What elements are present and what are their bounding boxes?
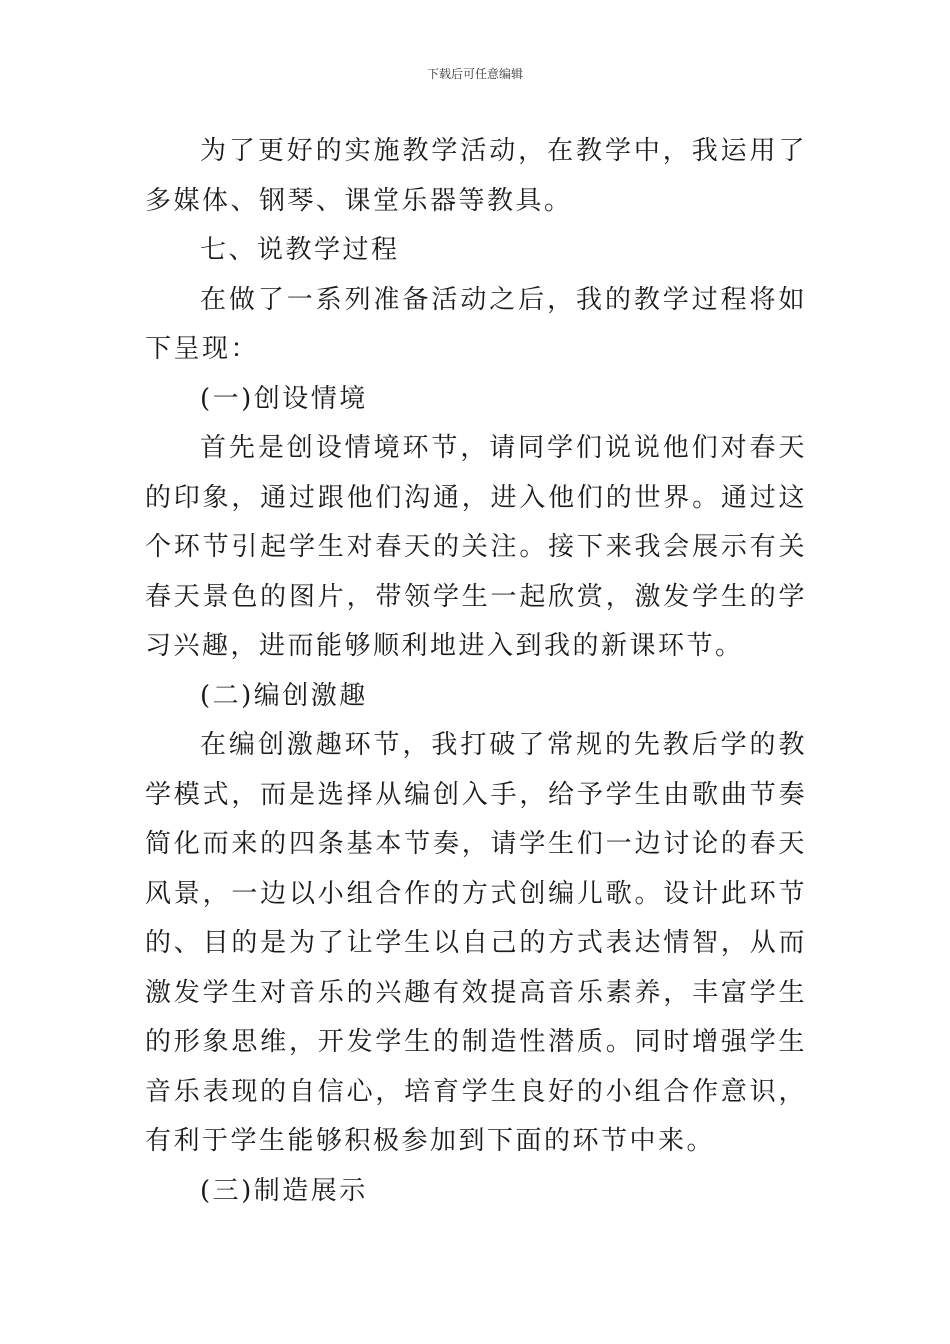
document-body	[145, 127, 807, 1216]
paragraph-create-situation: 首先是创设情境环节，请同学们说说他们对春天的印象，通过跟他们沟通，进入他们的世界。通过这个环节引起学生对春天的关注。接下来我会展示有关春天景色的图片，带领学生一起欣赏，激发学生的学习兴趣，进而能够顺利地进入到我的新课环节。	[145, 433, 807, 661]
section-heading-teaching-process: 七、说教学过程	[200, 235, 400, 265]
subsection-heading-create-situation: (一)创设情境	[200, 383, 368, 414]
paragraph-creative-interest: 在编创激趣环节，我打破了常规的先教后学的教学模式，而是选择从编创入手，给予学生由歌曲节奏简化而来的四条基本节奏，请学生们一边讨论的春天风景，一边以小组合作的方式创编儿歌。设计此环节的、目的是为了让学生以自己的方式表达情智，从而激发学生对音乐的兴趣有效提高音乐素养，丰富学生的形象思维，开发学生的制造性潜质。同时增强学生音乐表现的自信心，培育学生良好的小组合作意识，有利于学生能够积极参加到下面的环节中来。	[145, 730, 807, 1156]
paragraph-process-intro: 在做了一系列准备活动之后，我的教学过程将如下呈现：	[145, 284, 807, 364]
subsection-heading-creation-display: (三)制造展示	[200, 1175, 368, 1206]
page-header: 下载后可任意编辑	[426, 67, 523, 81]
paragraph-teaching-aids: 为了更好的实施教学活动，在教学中，我运用了多媒体、钢琴、课堂乐器等教具。	[145, 136, 807, 216]
subsection-heading-creative-interest: (二)编创激趣	[200, 680, 368, 711]
